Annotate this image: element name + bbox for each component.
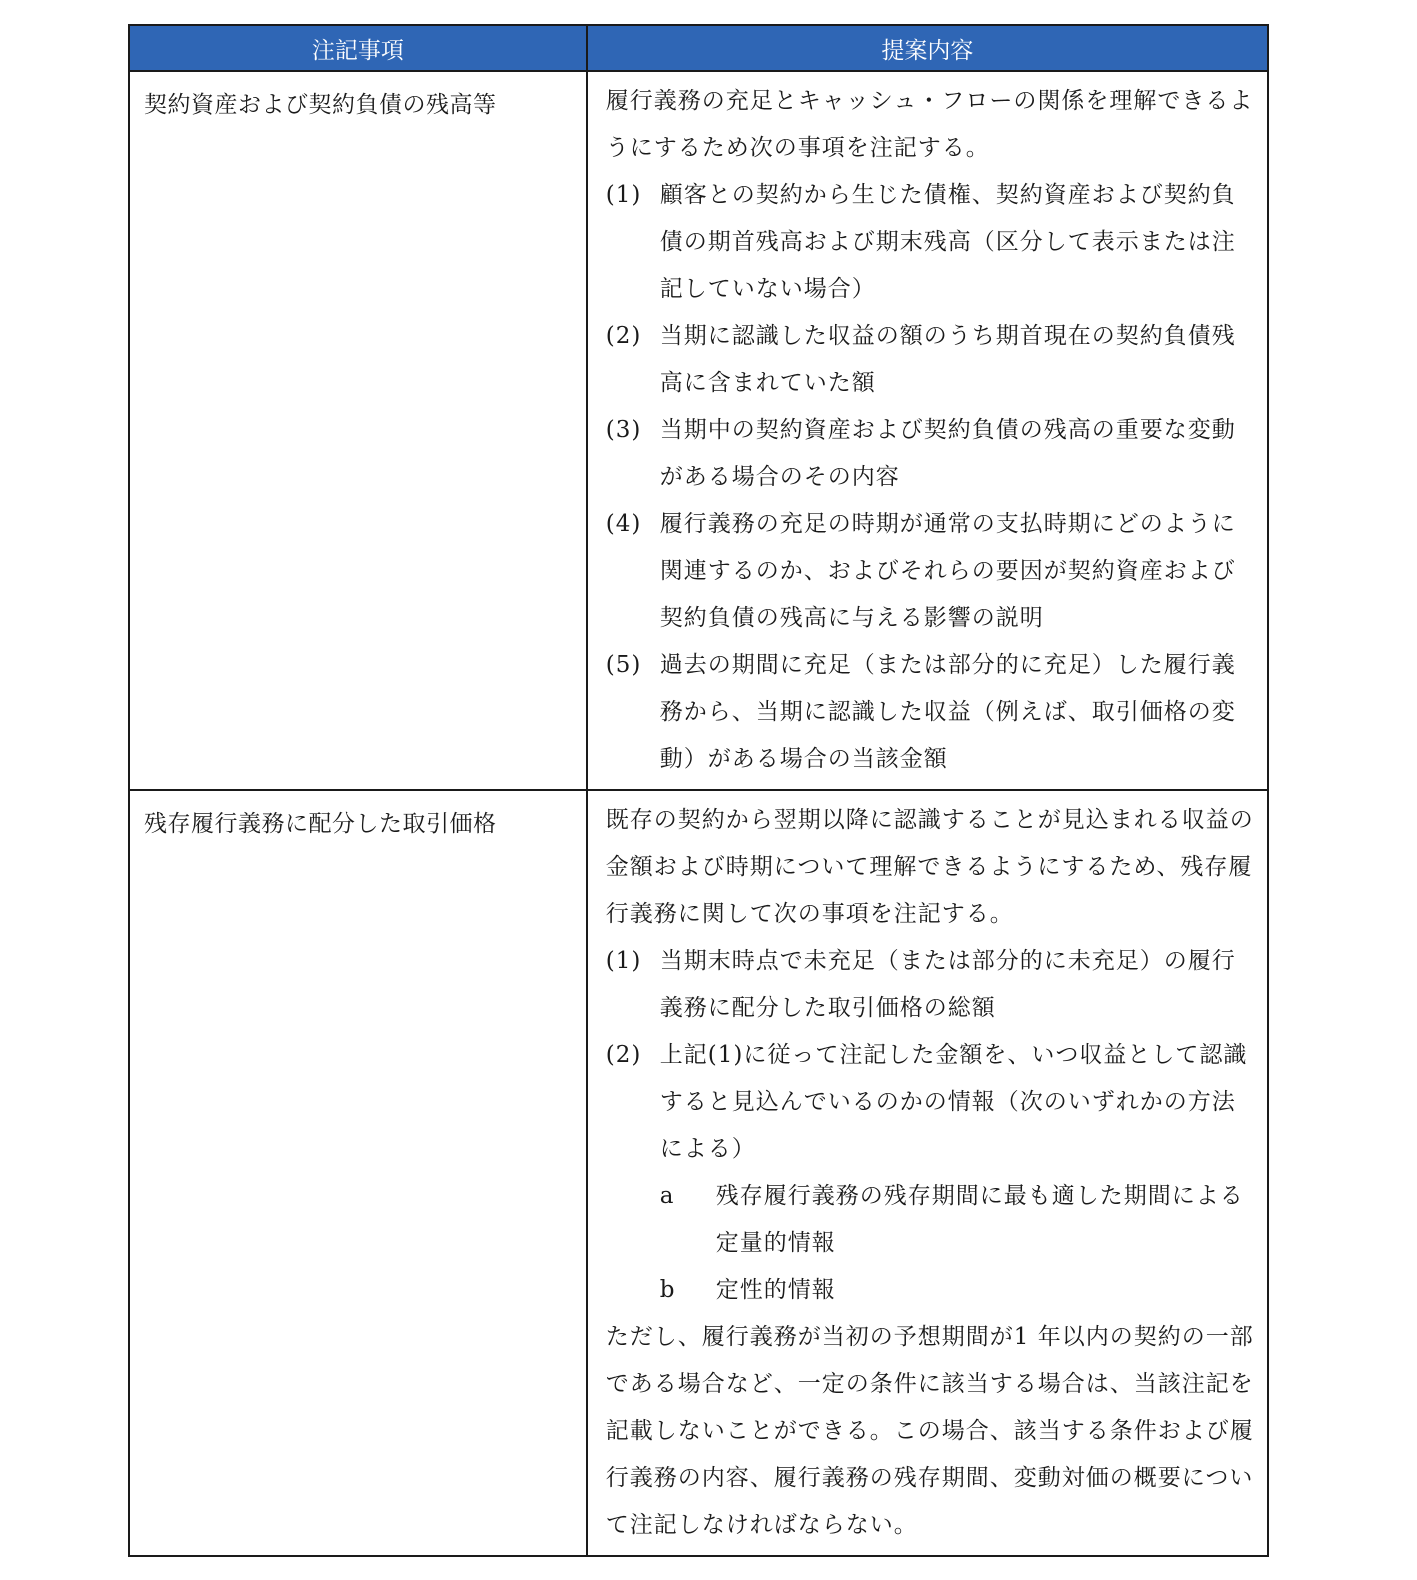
item-number: (1)	[605, 948, 642, 974]
item-text: 当期中の契約資産および契約負債の残高の重要な変動がある場合のその内容	[659, 417, 1236, 490]
row2-intro: 既存の契約から翌期以降に認識することが見込まれる収益の金額および時期について理解できるようにするため、残存履行義務に関して次の事項を注記する。	[605, 807, 1254, 927]
row1-proposal	[587, 71, 1268, 790]
list-item	[606, 501, 1257, 642]
item-text: 上記(1)に従って注記した金額を、いつ収益として認識すると見込んでいるのかの情報（次のいずれかの方法による）	[659, 1042, 1248, 1162]
table-row	[129, 790, 1268, 1556]
item-number: (1)	[605, 182, 642, 208]
item-text: 当期に認識した収益の額のうち期首現在の契約負債残高に含まれていた額	[659, 323, 1236, 396]
list-item	[606, 1032, 1257, 1173]
list-item	[606, 407, 1257, 501]
row2-proposal	[587, 790, 1268, 1556]
list-item	[606, 313, 1257, 407]
header-note-items: 注記事項	[129, 25, 587, 71]
list-item	[606, 642, 1257, 783]
item-number: (2)	[605, 1042, 642, 1068]
sub-list-item	[606, 1267, 1257, 1314]
header-row	[129, 25, 1268, 71]
subitem-letter: b	[659, 1277, 676, 1303]
row1-intro: 履行義務の充足とキャッシュ・フローの関係を理解できるようにするため次の事項を注記する。	[605, 88, 1254, 161]
disclosure-table	[128, 24, 1269, 1557]
item-number: (5)	[605, 652, 642, 678]
subitem-text: 定性的情報	[715, 1277, 836, 1303]
subitem-letter: a	[659, 1183, 675, 1209]
row2-closing: ただし、履行義務が当初の予想期間が1 年以内の契約の一部である場合など、一定の条件に該当する場合は、当該注記を記載しないことができる。この場合、該当する条件および履行義務の内容、履行義務の残存期間、変動対価の概要について注記しなければならない。	[605, 1324, 1254, 1538]
item-number: (3)	[605, 417, 642, 443]
list-item	[606, 938, 1257, 1032]
item-text: 過去の期間に充足（または部分的に充足）した履行義務から、当期に認識した収益（例えば、取引価格の変動）がある場合の当該金額	[659, 652, 1236, 772]
row1-note-item: 契約資産および契約負債の残高等	[129, 71, 587, 790]
subitem-text: 残存履行義務の残存期間に最も適した期間による定量的情報	[715, 1183, 1244, 1256]
item-text: 当期末時点で未充足（または部分的に未充足）の履行義務に配分した取引価格の総額	[659, 948, 1236, 1021]
item-number: (2)	[605, 323, 642, 349]
list-item	[606, 172, 1257, 313]
row2-note-item: 残存履行義務に配分した取引価格	[129, 790, 587, 1556]
sub-list-item	[606, 1173, 1257, 1267]
table-row	[129, 71, 1268, 790]
header-proposal-content: 提案内容	[587, 25, 1268, 71]
item-number: (4)	[605, 511, 642, 537]
item-text: 顧客との契約から生じた債権、契約資産および契約負債の期首残高および期末残高（区分して表示または注記していない場合）	[659, 182, 1236, 302]
item-text: 履行義務の充足の時期が通常の支払時期にどのように関連するのか、およびそれらの要因が契約資産および契約負債の残高に与える影響の説明	[659, 511, 1236, 631]
